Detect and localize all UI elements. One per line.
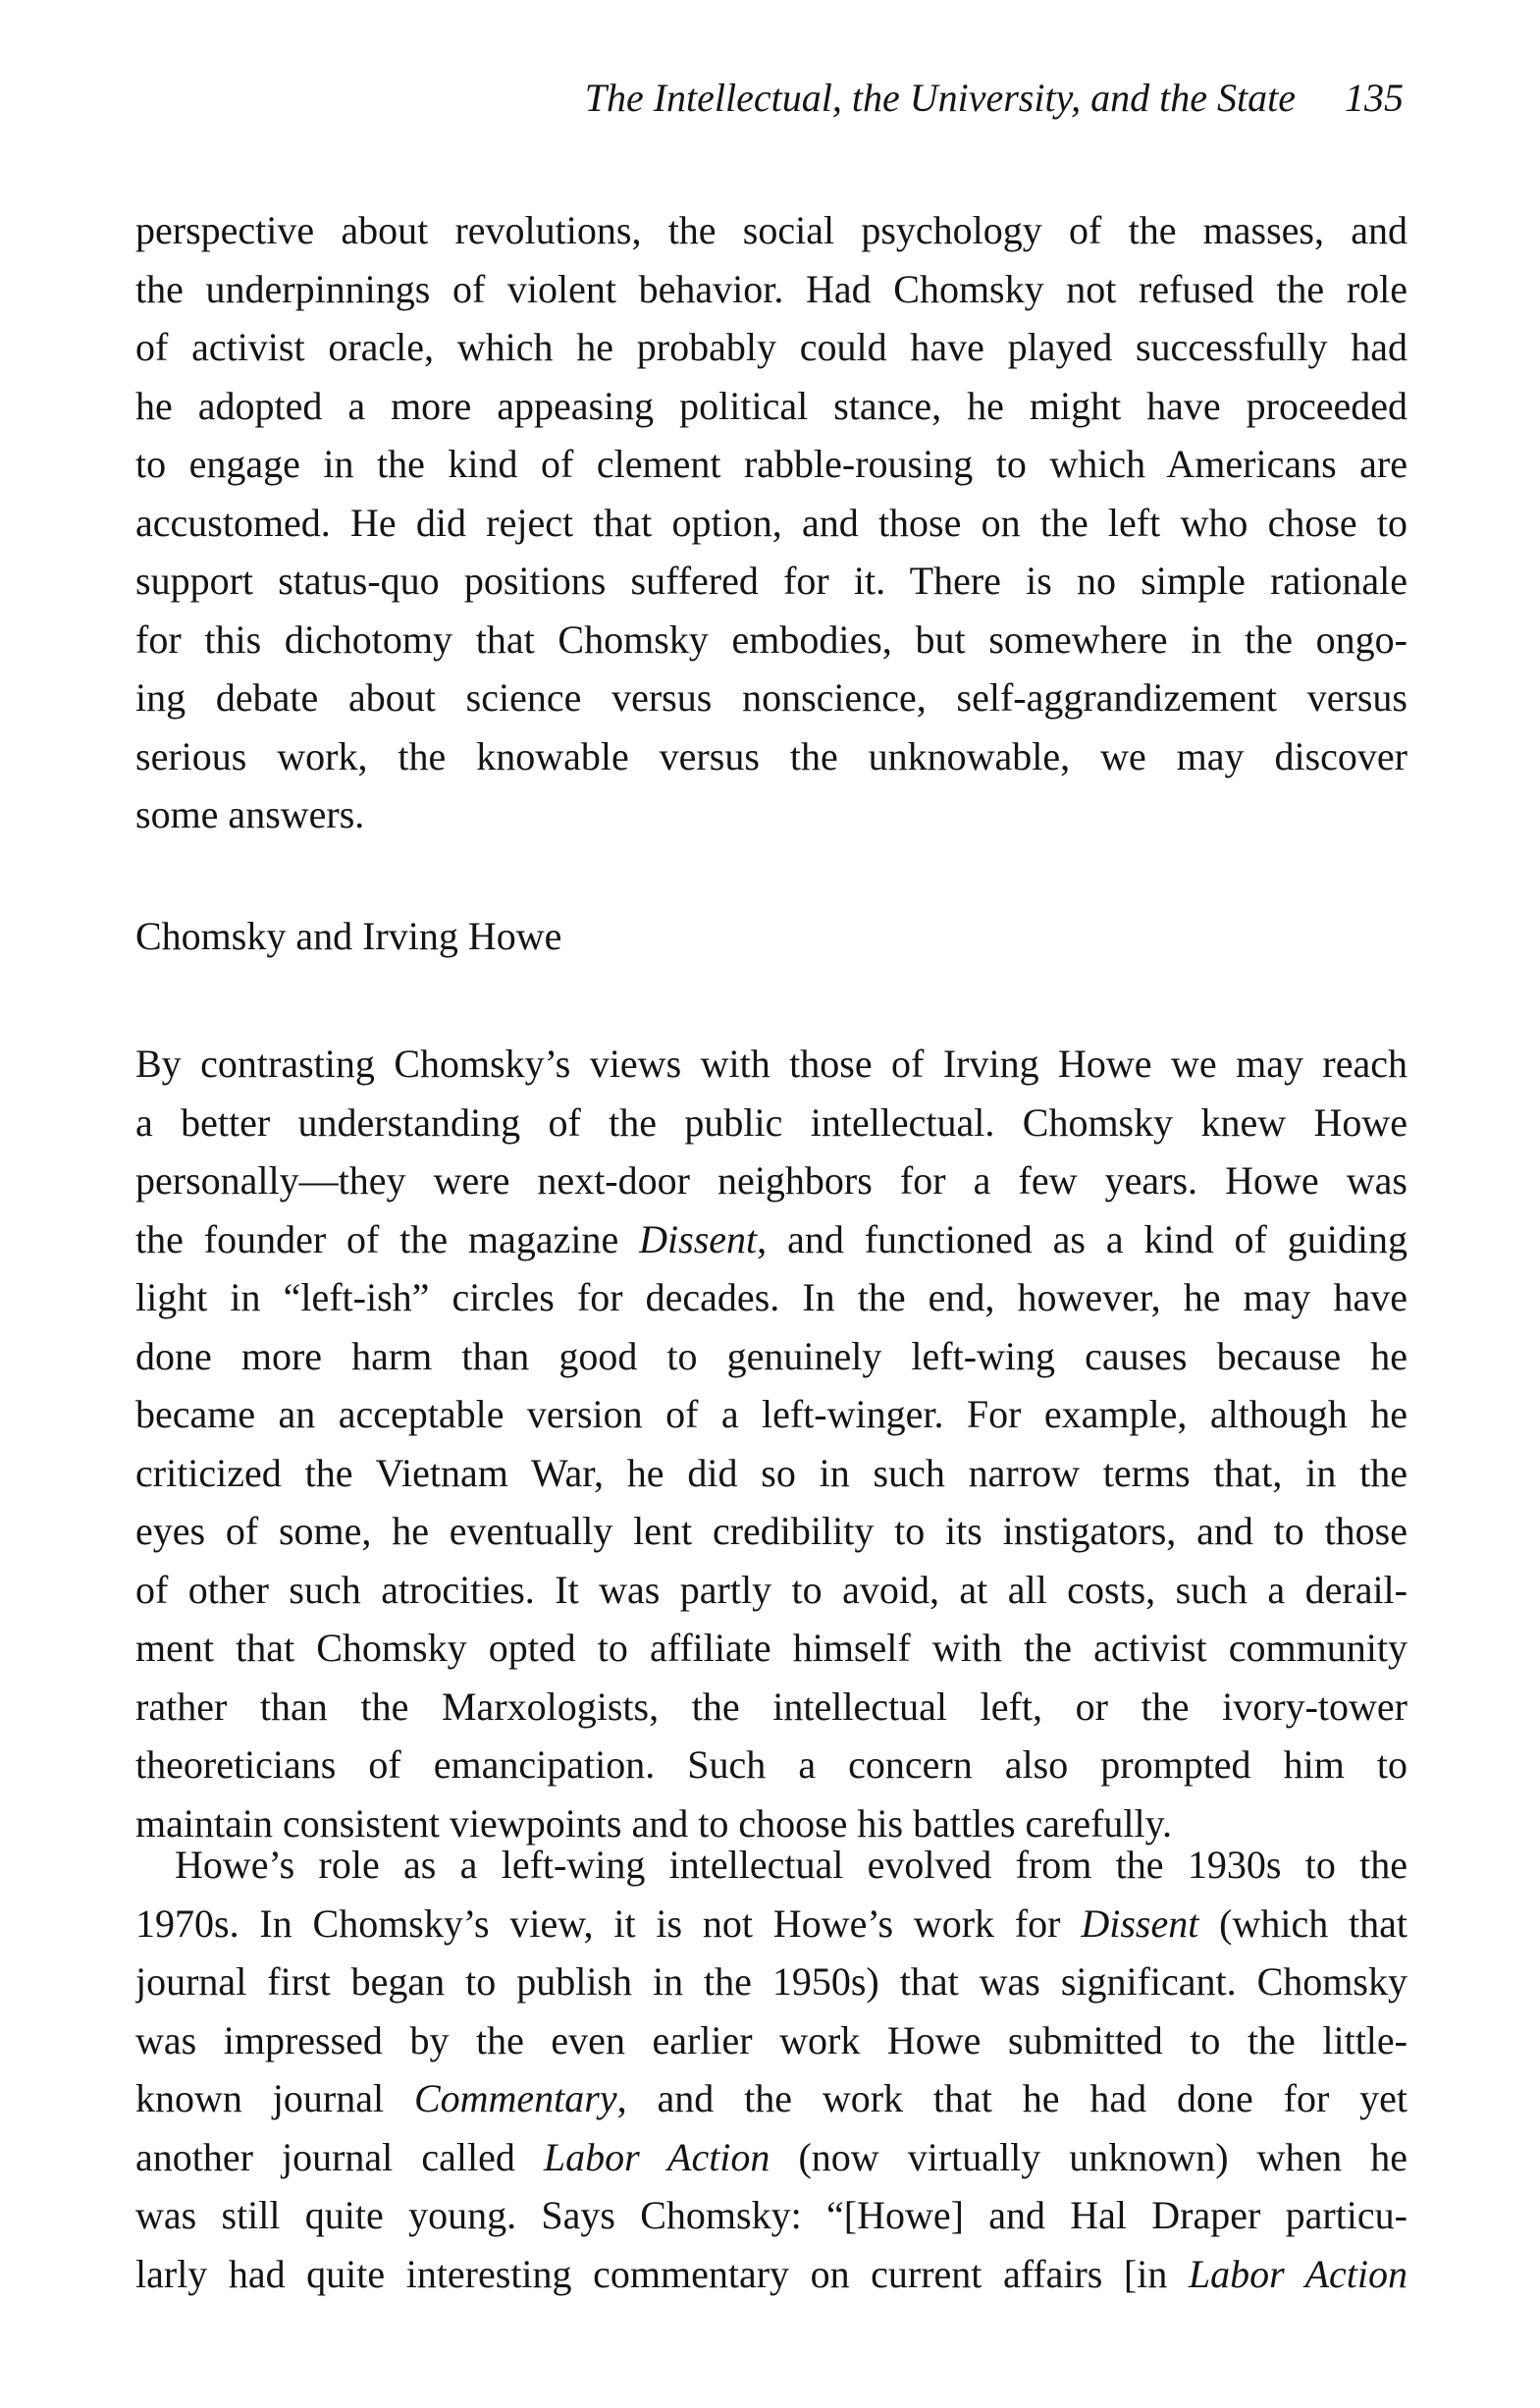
text-line: a better understanding of the public intellectual. Chomsky knew Howe [135,1099,1407,1145]
section-heading: Chomsky and Irving Howe [135,914,562,958]
paragraph-3 [135,1836,1407,2303]
text-line: support status-quo positions suffered for it. There is no simple rationale [135,559,1407,603]
text-line [135,2069,1407,2128]
text-run: the founder of the magazine [135,1216,640,1261]
text-run: , and functioned as a kind of guiding [757,1216,1407,1261]
paragraph-2 [135,1035,1407,1852]
text-line: By contrasting Chomsky’s views with those of Irving Howe we may reach [135,1042,1407,1086]
text-line [135,2128,1407,2187]
text-line: was impressed by the even earlier work Howe submitted to the little- [135,2017,1407,2062]
text-line: of other such atrocities. It was partly to avoid, at all costs, such a derail- [135,1567,1407,1612]
text-line: light in “left-ish” circles for decades. In the end, however, he may have [135,1275,1407,1319]
text-run: known journal [135,2076,414,2120]
text-run: another journal called [135,2134,544,2179]
text-line: for this dichotomy that Chomsky embodies, but somewhere in the ongo- [135,616,1407,662]
text-line: rather than the Marxologists, the intellectual left, or the ivory-tower [135,1684,1407,1729]
italic-title: Dissent [1081,1900,1199,1946]
text-run: larly had quite interesting commentary on current affairs [in [135,2251,1189,2296]
paragraph-1 [135,201,1407,844]
text-line: journal first began to publish in the 1950s) that was significant. Chomsky [135,1959,1407,2004]
text-line [135,2245,1407,2304]
text-line: he adopted a more appeasing political stance, he might have proceeded [135,383,1407,428]
text-line: accustomed. He did reject that option, and those on the left who chose to [135,500,1407,545]
text-line: to engage in the kind of clement rabble-rousing to which Americans are [135,442,1407,486]
text-line: the underpinnings of violent behavior. Had Chomsky not refused the role [135,266,1407,311]
text-line: criticized the Vietnam War, he did so in such narrow terms that, in the [135,1450,1407,1495]
text-line: was still quite young. Says Chomsky: “[Howe] and Hal Draper particu- [135,2193,1407,2237]
text-line: eyes of some, he eventually lent credibility to its instigators, and to those [135,1509,1407,1553]
text-line [135,1895,1407,1953]
text-run: 1970s. In Chomsky’s view, it is not Howe’s work for [135,1900,1082,1946]
text-run: (now virtually unknown) when he [770,2134,1407,2179]
text-line: perspective about revolutions, the social psychology of the masses, and [135,208,1407,252]
text-line: ment that Chomsky opted to affiliate himself with the activist community [135,1626,1407,1670]
text-line: Howe’s role as a left-wing intellectual evolved from the 1930s to the [175,1843,1407,1887]
italic-title: Commentary [413,2076,617,2120]
text-line: serious work, the knowable versus the unknowable, we may discover [135,733,1407,778]
running-title: The Intellectual, the University, and the State [584,76,1296,120]
italic-title: Labor Action [543,2134,770,2179]
text-line: maintain consistent viewpoints and to choose his battles carefully. [135,1800,1173,1846]
text-line [135,1210,1407,1269]
text-line: some answers. [135,792,365,836]
text-line: personally—they were next-door neighbors for a few years. Howe was [135,1158,1407,1203]
page-number: 135 [1345,76,1404,120]
running-head [135,75,1404,134]
text-run: , and the work that he had done for yet [616,2076,1407,2120]
text-line: done more harm than good to genuinely left-wing causes because he [135,1333,1407,1378]
text-line: became an acceptable version of a left-winger. For example, although he [135,1392,1407,1436]
text-line: ing debate about science versus nonscience, self-aggrandizement versus [135,675,1407,720]
italic-title: Dissent [639,1216,758,1261]
italic-title: Labor Action [1188,2251,1407,2296]
text-line: theoreticians of emancipation. Such a concern also prompted him to [135,1742,1407,1787]
text-run: (which that [1198,1900,1407,1946]
text-line: of activist oracle, which he probably could have played successfully had [135,325,1407,369]
